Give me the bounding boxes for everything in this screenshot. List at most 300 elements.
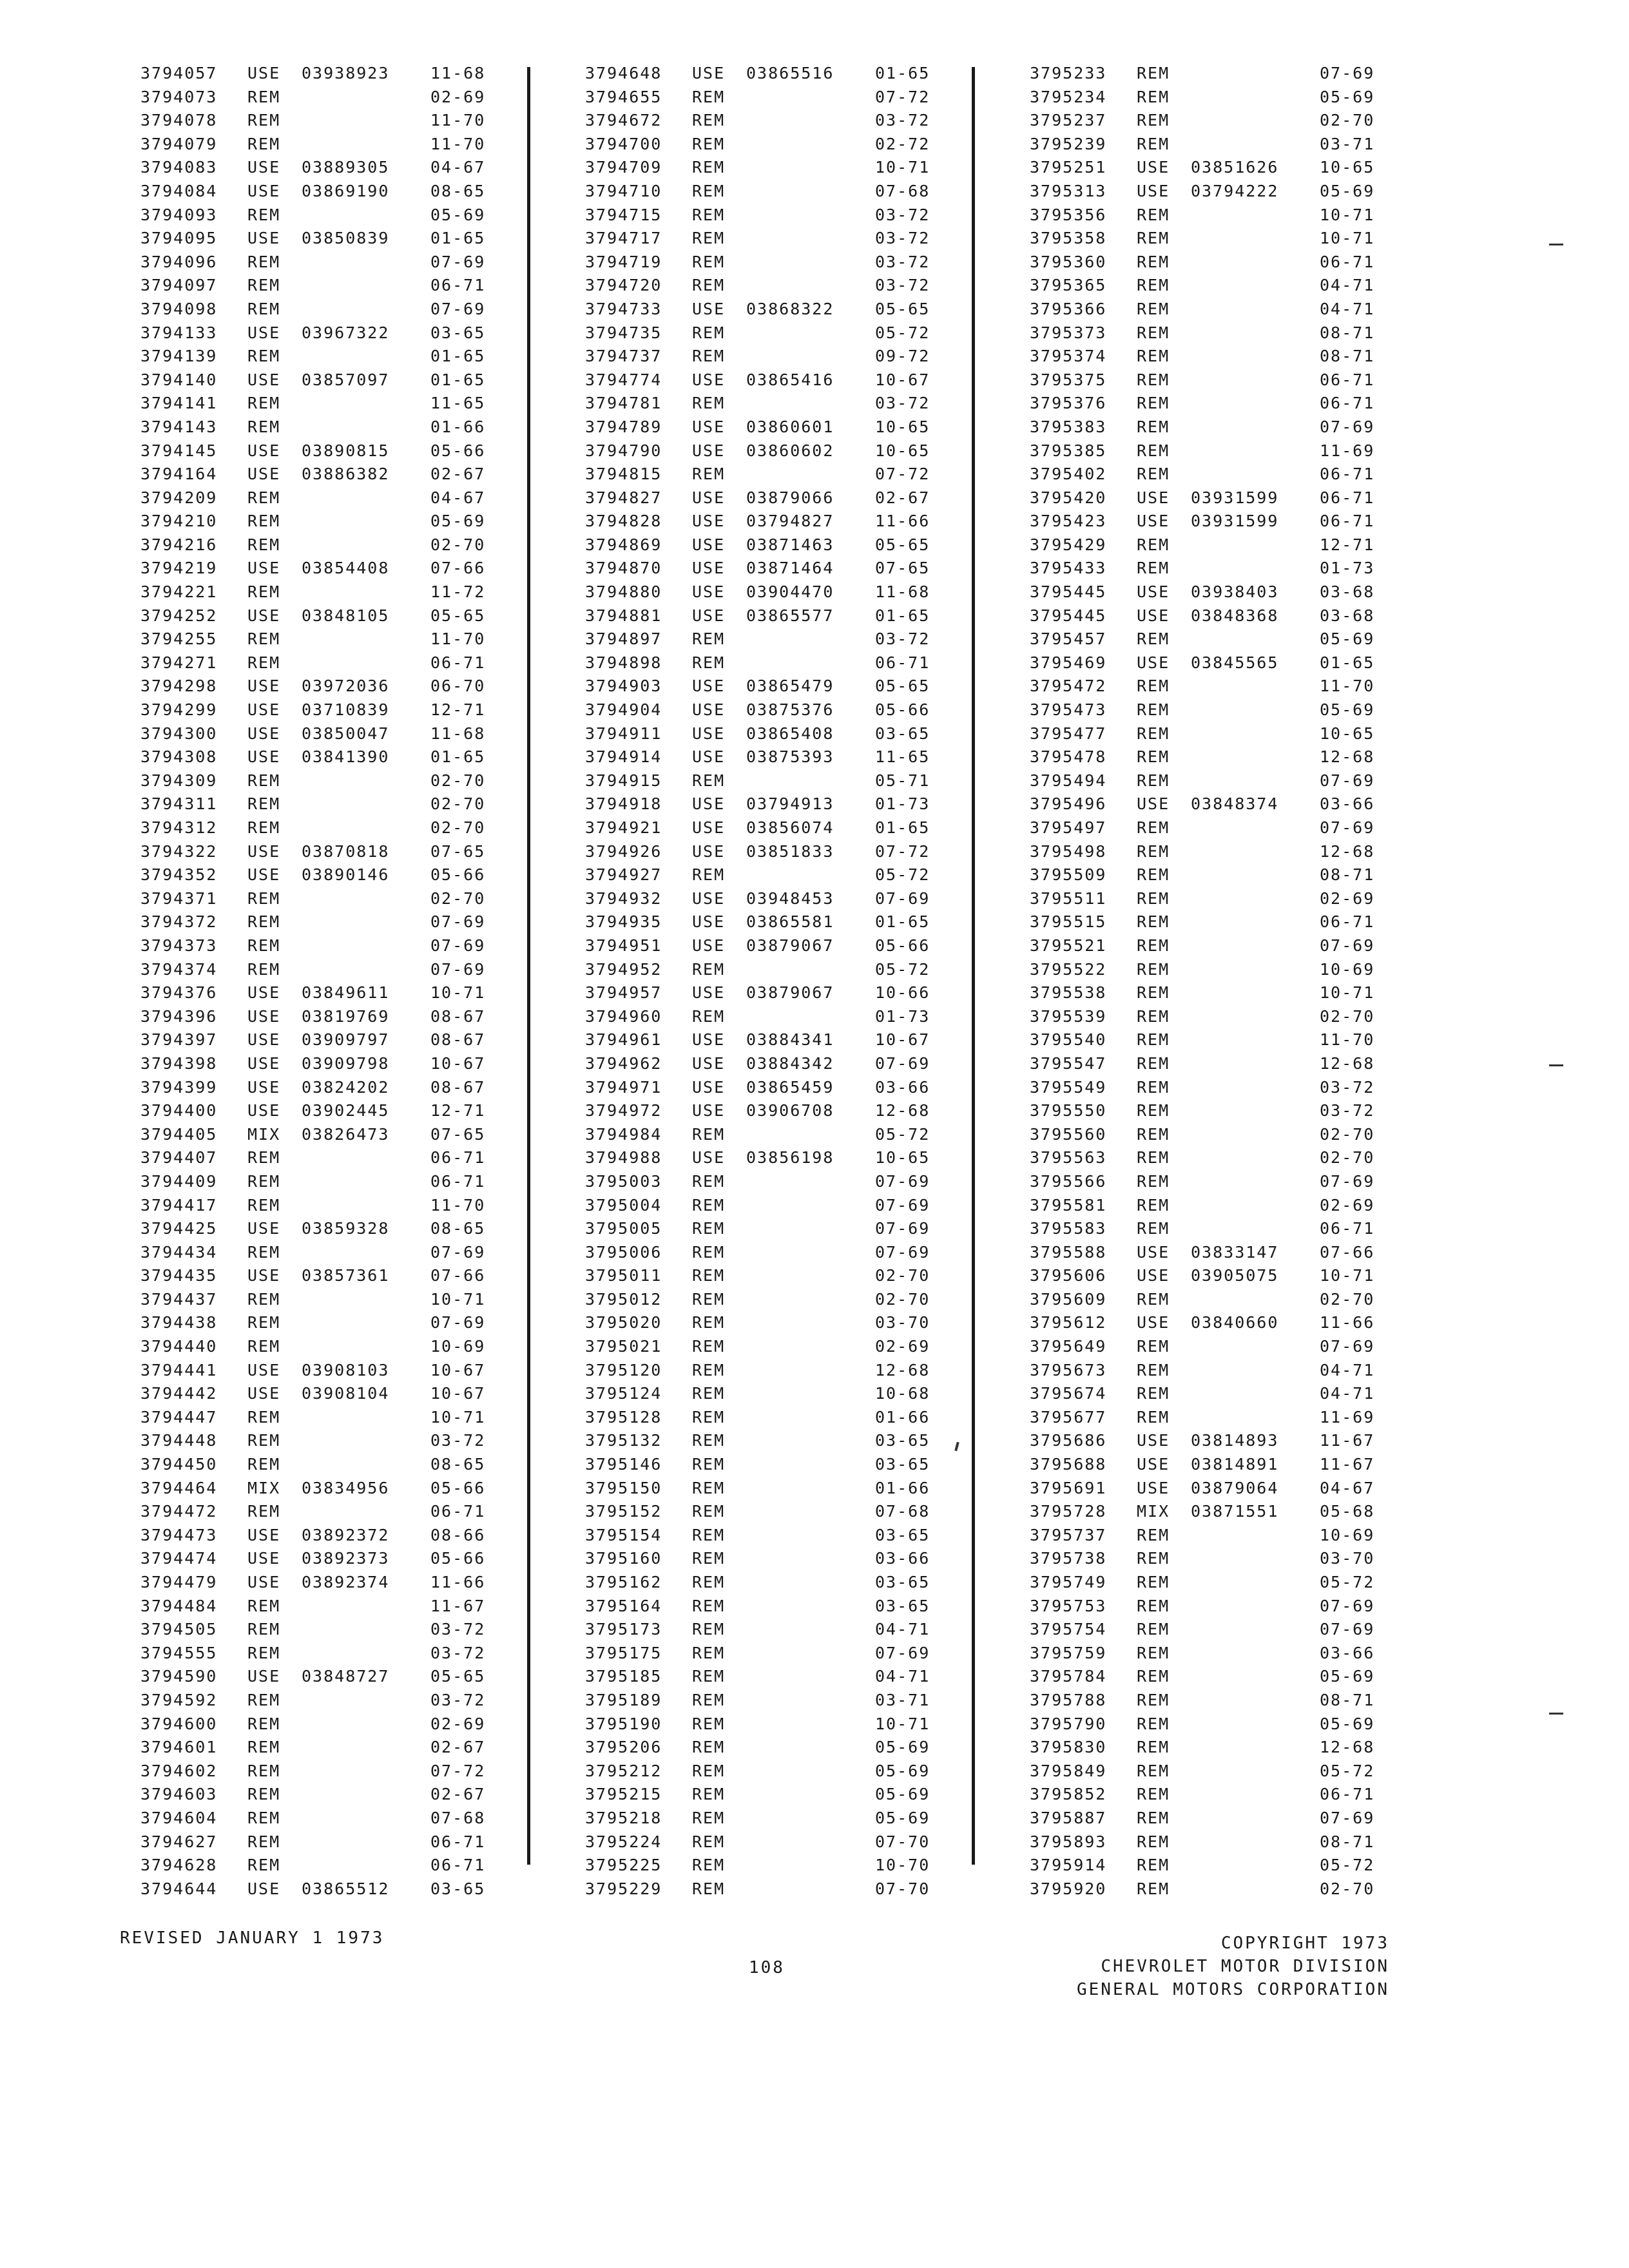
table-row (585, 698, 952, 722)
effective-date: 05-69 (875, 1738, 930, 1757)
part-number: 3794903 (585, 677, 662, 696)
action-code: REM (247, 1148, 281, 1168)
action-code: USE (692, 818, 726, 837)
table-row (585, 180, 952, 204)
table-row (140, 1217, 508, 1241)
part-number: 3794252 (140, 606, 218, 625)
part-number: 3794141 (140, 394, 218, 413)
part-number: 3794915 (585, 771, 662, 790)
table-row (1030, 1359, 1397, 1383)
table-row (585, 1878, 952, 1901)
action-code: REM (1137, 1879, 1170, 1898)
effective-date: 11-66 (1320, 1313, 1375, 1332)
table-row (1030, 1665, 1397, 1689)
table-row (140, 816, 508, 840)
effective-date: 10-65 (1320, 724, 1375, 743)
action-code: REM (692, 111, 726, 130)
table-row (1030, 958, 1397, 982)
replacement-number: 03871463 (746, 535, 834, 554)
table-row (585, 816, 952, 840)
table-row (585, 274, 952, 298)
effective-date: 07-69 (430, 1242, 486, 1262)
replacement-number: 03865459 (746, 1077, 834, 1097)
part-number: 3794139 (140, 347, 218, 366)
table-row (140, 1429, 508, 1453)
table-row (585, 1429, 952, 1453)
action-code: REM (247, 347, 281, 366)
part-number: 3795313 (1030, 181, 1107, 200)
part-number: 3795420 (1030, 488, 1107, 507)
table-row (140, 863, 508, 887)
part-number: 3795737 (1030, 1525, 1107, 1544)
table-row (140, 769, 508, 793)
action-code: REM (692, 1620, 726, 1639)
table-row (1030, 1500, 1397, 1524)
action-code: REM (692, 1219, 726, 1238)
action-code: REM (1137, 747, 1170, 767)
action-code: USE (247, 1266, 281, 1285)
effective-date: 01-65 (1320, 653, 1375, 672)
table-row (1030, 628, 1397, 651)
effective-date: 03-72 (430, 1690, 486, 1709)
effective-date: 07-69 (430, 299, 486, 318)
action-code: REM (247, 1785, 281, 1804)
table-row (1030, 1547, 1397, 1571)
action-code: REM (1137, 1407, 1170, 1427)
effective-date: 05-71 (875, 771, 930, 790)
part-number: 3795560 (1030, 1124, 1107, 1144)
table-row (140, 1453, 508, 1477)
replacement-number: 03859328 (302, 1219, 390, 1238)
effective-date: 04-67 (430, 158, 486, 177)
replacement-number: 03879064 (1191, 1478, 1279, 1497)
effective-date: 05-66 (430, 865, 486, 885)
action-code: REM (692, 229, 726, 248)
part-number: 3794984 (585, 1124, 662, 1144)
table-row (140, 1477, 508, 1501)
effective-date: 11-70 (430, 629, 486, 649)
effective-date: 04-67 (430, 488, 486, 507)
replacement-number: 03848374 (1191, 794, 1279, 814)
table-row (1030, 1595, 1397, 1619)
effective-date: 03-66 (1320, 1643, 1375, 1662)
effective-date: 02-67 (875, 488, 930, 507)
replacement-number: 03948453 (746, 889, 834, 908)
effective-date: 07-69 (430, 936, 486, 955)
part-number: 3795521 (1030, 936, 1107, 955)
action-code: REM (1137, 229, 1170, 248)
action-code: USE (692, 441, 726, 460)
part-number: 3794435 (140, 1266, 218, 1285)
part-number: 3795212 (585, 1761, 662, 1780)
part-number: 3795920 (1030, 1879, 1107, 1898)
action-code: USE (247, 158, 281, 177)
stray-mark (954, 1442, 959, 1452)
table-row (1030, 369, 1397, 392)
table-row (585, 251, 952, 274)
table-row (1030, 840, 1397, 864)
table-row (585, 628, 952, 651)
table-row (140, 1524, 508, 1548)
effective-date: 10-65 (875, 441, 930, 460)
part-number: 3794255 (140, 629, 218, 649)
table-row (1030, 533, 1397, 557)
effective-date: 07-68 (875, 1502, 930, 1521)
effective-date: 07-69 (1320, 417, 1375, 436)
effective-date: 02-70 (1320, 111, 1375, 130)
effective-date: 06-71 (430, 1856, 486, 1875)
action-code: REM (247, 582, 281, 602)
part-number: 3794962 (585, 1053, 662, 1073)
action-code: USE (692, 512, 726, 531)
replacement-number: 03908103 (302, 1360, 390, 1379)
table-row (140, 439, 508, 463)
table-row (585, 392, 952, 416)
page-number: 108 (749, 1958, 785, 1977)
action-code: REM (692, 1525, 726, 1544)
table-row (1030, 109, 1397, 133)
action-code: REM (1137, 465, 1170, 484)
part-number: 3794322 (140, 841, 218, 861)
table-row (140, 204, 508, 227)
action-code: REM (1137, 347, 1170, 366)
table-row (585, 1736, 952, 1760)
part-number: 3795356 (1030, 205, 1107, 224)
table-row (140, 840, 508, 864)
effective-date: 05-69 (1320, 87, 1375, 106)
table-row (140, 322, 508, 345)
table-row (1030, 722, 1397, 746)
table-row (585, 1500, 952, 1524)
action-code: REM (1137, 87, 1170, 106)
copyright-line: CHEVROLET MOTOR DIVISION (1101, 1957, 1389, 1976)
part-number: 3794098 (140, 299, 218, 318)
replacement-number: 03886382 (302, 465, 390, 484)
effective-date: 02-70 (430, 889, 486, 908)
action-code: REM (692, 1502, 726, 1521)
table-row (1030, 1311, 1397, 1335)
table-row (1030, 345, 1397, 369)
effective-date: 10-68 (875, 1384, 930, 1403)
action-code: REM (1137, 323, 1170, 342)
action-code: REM (692, 252, 726, 271)
effective-date: 10-71 (1320, 983, 1375, 1003)
action-code: REM (247, 1808, 281, 1827)
action-code: USE (247, 181, 281, 200)
table-row (140, 651, 508, 675)
replacement-number: 03865512 (302, 1879, 390, 1898)
effective-date: 02-70 (1320, 1289, 1375, 1309)
part-number: 3795583 (1030, 1219, 1107, 1238)
action-code: USE (692, 559, 726, 578)
action-code: REM (692, 1879, 726, 1898)
part-number: 3795189 (585, 1690, 662, 1709)
replacement-number: 03879066 (746, 488, 834, 507)
table-row (140, 722, 508, 746)
table-row (140, 251, 508, 274)
effective-date: 01-65 (875, 606, 930, 625)
table-row (1030, 863, 1397, 887)
action-code: REM (247, 959, 281, 979)
part-number: 3794409 (140, 1171, 218, 1191)
effective-date: 04-67 (1320, 1478, 1375, 1497)
effective-date: 03-72 (430, 1620, 486, 1639)
replacement-number: 03875393 (746, 747, 834, 767)
action-code: REM (1137, 1573, 1170, 1591)
action-code: USE (692, 794, 726, 814)
table-row (140, 910, 508, 934)
replacement-number: 03834956 (302, 1478, 390, 1497)
effective-date: 11-68 (430, 64, 486, 82)
action-code: REM (1137, 1596, 1170, 1615)
effective-date: 01-65 (430, 229, 486, 248)
effective-date: 10-69 (1320, 1525, 1375, 1544)
replacement-number: 03884342 (746, 1053, 834, 1073)
effective-date: 06-71 (430, 1502, 486, 1521)
part-number: 3795790 (1030, 1714, 1107, 1733)
table-row (585, 581, 952, 604)
replacement-number: 03902445 (302, 1101, 390, 1120)
action-code: USE (1137, 582, 1170, 602)
table-row (140, 1831, 508, 1854)
effective-date: 08-67 (430, 1077, 486, 1097)
part-number: 3794398 (140, 1053, 218, 1073)
part-number: 3795738 (1030, 1549, 1107, 1568)
effective-date: 10-71 (1320, 229, 1375, 248)
effective-date: 07-69 (1320, 818, 1375, 837)
part-number: 3794590 (140, 1667, 218, 1686)
table-row (585, 463, 952, 486)
table-row (585, 1571, 952, 1595)
effective-date: 07-65 (430, 841, 486, 861)
part-number: 3794472 (140, 1502, 218, 1521)
action-code: USE (692, 841, 726, 861)
replacement-number: 03892374 (302, 1573, 390, 1591)
part-number: 3795011 (585, 1266, 662, 1285)
part-number: 3794352 (140, 865, 218, 885)
part-number: 3794437 (140, 1289, 218, 1309)
replacement-number: 03856074 (746, 818, 834, 837)
action-code: REM (692, 1266, 726, 1285)
part-number: 3795012 (585, 1289, 662, 1309)
part-number: 3794648 (585, 64, 662, 82)
part-number: 3795120 (585, 1360, 662, 1379)
effective-date: 10-71 (430, 1289, 486, 1309)
effective-date: 10-71 (1320, 205, 1375, 224)
effective-date: 03-66 (1320, 794, 1375, 814)
table-row (140, 628, 508, 651)
table-row (585, 863, 952, 887)
table-row (585, 156, 952, 180)
part-number: 3794870 (585, 559, 662, 578)
part-number: 3794717 (585, 229, 662, 248)
action-code: REM (1137, 1856, 1170, 1875)
effective-date: 10-71 (430, 983, 486, 1003)
table-row (585, 745, 952, 769)
part-number: 3794078 (140, 111, 218, 130)
action-code: USE (247, 1030, 281, 1050)
effective-date: 06-71 (875, 653, 930, 672)
table-row (585, 981, 952, 1005)
table-row (1030, 156, 1397, 180)
table-row (585, 510, 952, 533)
column-divider (972, 67, 975, 1865)
table-row (140, 133, 508, 157)
effective-date: 05-72 (1320, 1856, 1375, 1875)
table-row (1030, 651, 1397, 675)
effective-date: 08-67 (430, 1006, 486, 1026)
effective-date: 02-70 (1320, 1148, 1375, 1168)
part-number: 3794789 (585, 417, 662, 436)
effective-date: 03-72 (875, 229, 930, 248)
table-row (140, 675, 508, 698)
part-number: 3795146 (585, 1455, 662, 1474)
effective-date: 06-71 (1320, 1219, 1375, 1238)
part-number: 3795132 (585, 1431, 662, 1450)
table-row (140, 1146, 508, 1170)
action-code: REM (247, 1337, 281, 1356)
table-row (1030, 1524, 1397, 1548)
table-row (585, 1194, 952, 1218)
replacement-number: 03824202 (302, 1077, 390, 1097)
table-row (140, 1854, 508, 1878)
part-number: 3794371 (140, 889, 218, 908)
action-code: REM (692, 1785, 726, 1804)
stray-mark (1549, 1064, 1563, 1066)
table-row (1030, 322, 1397, 345)
table-row (585, 1382, 952, 1406)
effective-date: 02-69 (875, 1337, 930, 1356)
table-row (1030, 1382, 1397, 1406)
action-code: REM (1137, 865, 1170, 885)
action-code: USE (247, 229, 281, 248)
action-code: USE (247, 323, 281, 342)
effective-date: 11-69 (1320, 1407, 1375, 1427)
effective-date: 01-73 (875, 1006, 930, 1026)
action-code: USE (1137, 653, 1170, 672)
effective-date: 07-69 (875, 1195, 930, 1215)
effective-date: 03-72 (875, 276, 930, 295)
part-number: 3794299 (140, 700, 218, 720)
action-code: REM (247, 111, 281, 130)
table-row (140, 557, 508, 581)
part-number: 3794425 (140, 1219, 218, 1238)
effective-date: 04-71 (875, 1620, 930, 1639)
effective-date: 06-71 (1320, 1785, 1375, 1804)
action-code: REM (692, 1195, 726, 1215)
table-row (1030, 1028, 1397, 1052)
effective-date: 11-66 (875, 512, 930, 531)
table-row (1030, 557, 1397, 581)
action-code: REM (247, 1738, 281, 1757)
table-row (140, 1665, 508, 1689)
table-row (1030, 180, 1397, 204)
action-code: USE (692, 417, 726, 436)
part-number: 3794441 (140, 1360, 218, 1379)
action-code: REM (1137, 1006, 1170, 1026)
replacement-number: 03879067 (746, 936, 834, 955)
action-code: USE (1137, 794, 1170, 814)
effective-date: 02-70 (875, 1289, 930, 1309)
action-code: USE (247, 64, 281, 82)
effective-date: 03-71 (875, 1690, 930, 1709)
table-row (1030, 1642, 1397, 1666)
table-row (140, 958, 508, 982)
part-number: 3794376 (140, 983, 218, 1003)
part-number: 3795550 (1030, 1101, 1107, 1120)
effective-date: 11-67 (430, 1596, 486, 1615)
part-number: 3795004 (585, 1195, 662, 1215)
effective-date: 12-68 (1320, 747, 1375, 767)
action-code: REM (247, 394, 281, 413)
action-code: REM (247, 629, 281, 649)
part-number: 3794133 (140, 323, 218, 342)
action-code: REM (1137, 252, 1170, 271)
action-code: REM (247, 889, 281, 908)
part-number: 3794715 (585, 205, 662, 224)
action-code: USE (692, 936, 726, 955)
effective-date: 12-71 (1320, 535, 1375, 554)
effective-date: 08-71 (1320, 323, 1375, 342)
effective-date: 03-70 (875, 1313, 930, 1332)
replacement-number: 03892372 (302, 1525, 390, 1544)
effective-date: 03-72 (875, 629, 930, 649)
action-code: REM (692, 1006, 726, 1026)
part-number: 3795445 (1030, 606, 1107, 625)
effective-date: 07-69 (875, 889, 930, 908)
action-code: USE (692, 700, 726, 720)
table-row (1030, 1264, 1397, 1288)
part-number: 3795020 (585, 1313, 662, 1332)
effective-date: 02-67 (430, 1738, 486, 1757)
part-number: 3794961 (585, 1030, 662, 1050)
action-code: USE (247, 841, 281, 861)
action-code: REM (692, 347, 726, 366)
action-code: REM (247, 488, 281, 507)
action-code: USE (247, 1384, 281, 1403)
table-row (140, 109, 508, 133)
effective-date: 05-66 (430, 441, 486, 460)
action-code: REM (247, 1242, 281, 1262)
table-row (585, 1547, 952, 1571)
table-row (1030, 910, 1397, 934)
effective-date: 03-68 (1320, 582, 1375, 602)
table-row (585, 1689, 952, 1713)
effective-date: 11-70 (1320, 677, 1375, 696)
action-code: REM (1137, 1832, 1170, 1851)
effective-date: 07-69 (430, 912, 486, 932)
replacement-number: 03794222 (1191, 181, 1279, 200)
effective-date: 02-70 (875, 1266, 930, 1285)
action-code: USE (692, 724, 726, 743)
effective-date: 10-67 (875, 1030, 930, 1050)
table-row (585, 1618, 952, 1642)
action-code: REM (1137, 1761, 1170, 1780)
effective-date: 11-70 (430, 1195, 486, 1215)
part-number: 3794474 (140, 1549, 218, 1568)
action-code: REM (1137, 841, 1170, 861)
effective-date: 05-72 (875, 323, 930, 342)
action-code: USE (1137, 1478, 1170, 1497)
effective-date: 11-67 (1320, 1431, 1375, 1450)
table-row (1030, 769, 1397, 793)
effective-date: 11-67 (1320, 1455, 1375, 1474)
action-code: USE (247, 700, 281, 720)
part-number: 3795215 (585, 1785, 662, 1804)
replacement-number: 03848727 (302, 1667, 390, 1686)
part-number: 3794898 (585, 653, 662, 672)
table-row (585, 1099, 952, 1123)
